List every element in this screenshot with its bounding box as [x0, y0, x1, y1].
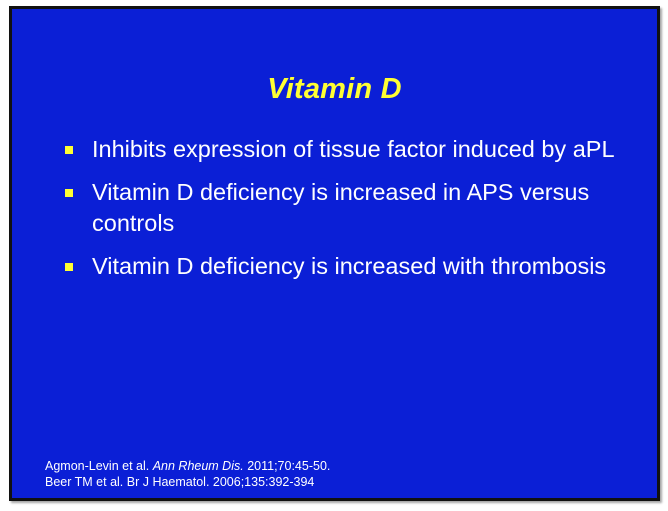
- square-bullet-icon: [65, 189, 73, 197]
- reference-authors: Beer TM et al. Br J Haematol. 2006;135:392-394: [45, 475, 315, 489]
- square-bullet-icon: [65, 146, 73, 154]
- reference-authors: Agmon-Levin et al.: [45, 459, 153, 473]
- reference-line: [45, 474, 330, 490]
- slide: [9, 6, 660, 501]
- bullet-item: [65, 251, 635, 282]
- bullet-item: [65, 134, 635, 165]
- square-bullet-icon: [65, 263, 73, 271]
- reference-citation: 2011;70:45-50.: [243, 459, 331, 473]
- bullet-text: Vitamin D deficiency is increased with thrombosis: [92, 253, 607, 279]
- reference-journal: Ann Rheum Dis.: [152, 459, 244, 473]
- bullet-item: [65, 177, 635, 239]
- bullet-text: Inhibits expression of tissue factor induced by aPL: [92, 136, 615, 162]
- references: [45, 458, 330, 490]
- bullet-text: Vitamin D deficiency is increased in APS versus controls: [92, 179, 590, 236]
- bullet-list: [65, 134, 635, 294]
- reference-line: [45, 458, 330, 474]
- slide-title: Vitamin D: [267, 73, 402, 105]
